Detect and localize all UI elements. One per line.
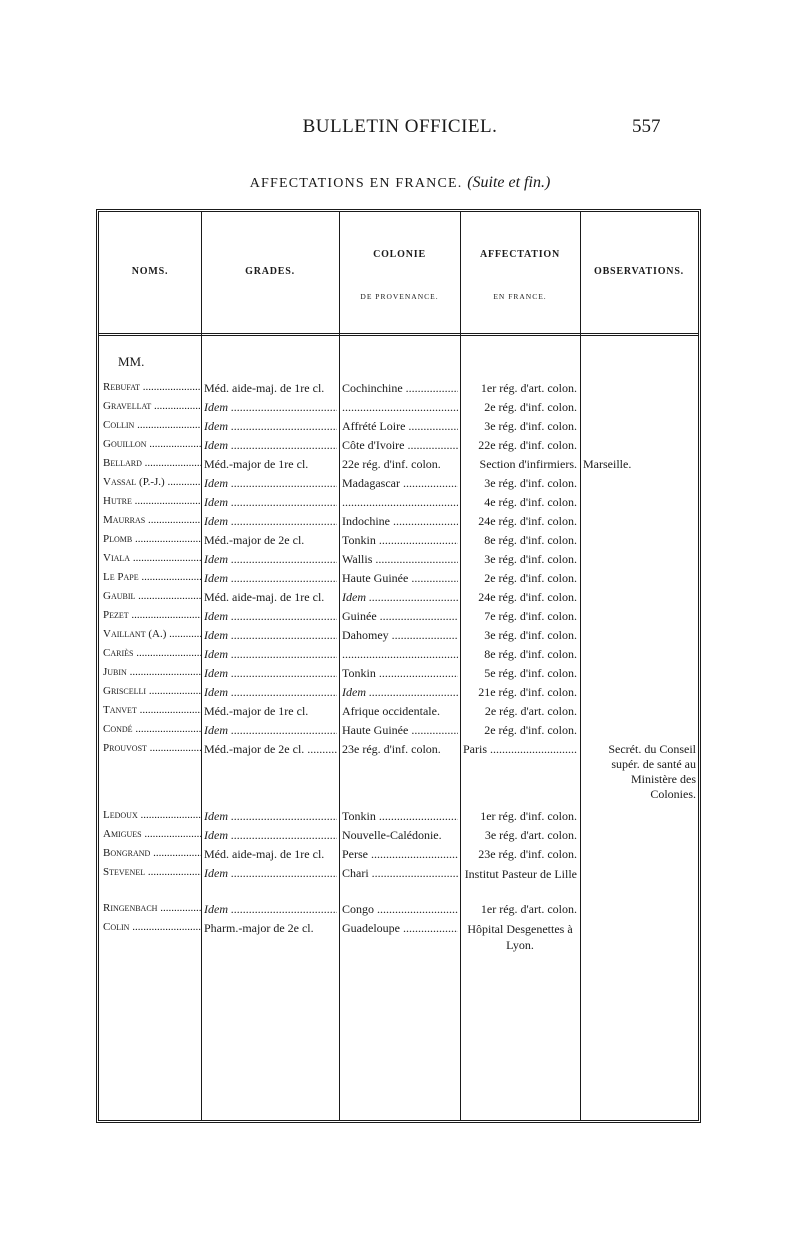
assignment: Section d'infirmiers. bbox=[479, 457, 577, 471]
officer-grade: Idem ..... bbox=[204, 866, 337, 881]
officer-name: Bellard ..... bbox=[103, 457, 201, 469]
origin-colony: Côte d'Ivoire ..... bbox=[342, 438, 458, 453]
officer-grade: Idem ..... bbox=[204, 685, 337, 700]
observation: Marseille. bbox=[583, 457, 632, 471]
assignment: 8e rég. d'inf. colon. bbox=[484, 647, 577, 661]
origin-colony: Tonkin ..... bbox=[342, 666, 458, 681]
table-row bbox=[0, 476, 800, 495]
officer-name: Gravellat ..... bbox=[103, 400, 201, 412]
table-row bbox=[0, 495, 800, 514]
assignment: 24e rég. d'inf. colon. bbox=[478, 590, 577, 604]
origin-colony: Wallis ..... bbox=[342, 552, 458, 567]
officer-grade: Idem ..... bbox=[204, 514, 337, 529]
assignment: 23e rég. d'inf. colon. bbox=[478, 847, 577, 861]
officer-grade: Idem ..... bbox=[204, 609, 337, 624]
assignment: Paris ..... bbox=[463, 742, 577, 757]
officer-grade: Idem ..... bbox=[204, 438, 337, 453]
page-number: 557 bbox=[632, 116, 661, 137]
assignment: 3e rég. d'inf. colon. bbox=[484, 419, 577, 433]
origin-colony: 23e rég. d'inf. colon. bbox=[342, 742, 441, 756]
origin-colony: Guinée ..... bbox=[342, 609, 458, 624]
table-row bbox=[0, 381, 800, 400]
officer-name: Viala ..... bbox=[103, 552, 201, 564]
table-row bbox=[0, 571, 800, 590]
officer-name: Amigues ..... bbox=[103, 828, 201, 840]
origin-colony: 22e rég. d'inf. colon. bbox=[342, 457, 441, 471]
officer-grade: Méd. aide-maj. de 1re cl. bbox=[204, 590, 325, 604]
officer-grade: Méd. aide-maj. de 1re cl. bbox=[204, 847, 325, 861]
officer-grade: Méd. aide-maj. de 1re cl. bbox=[204, 381, 325, 395]
officer-grade: Idem ..... bbox=[204, 571, 337, 586]
officer-name: Jubin ..... bbox=[103, 666, 201, 678]
officer-name: Maurras ..... bbox=[103, 514, 201, 526]
officer-name: Gouillon ..... bbox=[103, 438, 201, 450]
assignment: 8e rég. d'inf. colon. bbox=[484, 533, 577, 547]
table-row bbox=[0, 533, 800, 552]
origin-colony bbox=[342, 647, 458, 662]
officer-grade: Idem ..... bbox=[204, 495, 337, 510]
assignment: 21e rég. d'inf. colon. bbox=[478, 685, 577, 699]
officer-name: Pezet ..... bbox=[103, 609, 201, 621]
column-header-colony: COLONIE bbox=[373, 249, 426, 260]
table-row bbox=[0, 866, 800, 902]
table-row bbox=[0, 809, 800, 828]
officer-grade: Idem ..... bbox=[204, 476, 337, 491]
honorific-label: MM. bbox=[118, 354, 145, 369]
table-row bbox=[0, 628, 800, 647]
origin-colony: Congo ..... bbox=[342, 902, 458, 917]
officer-name: Collin ..... bbox=[103, 419, 201, 431]
assignment: 2e rég. d'art. colon. bbox=[484, 704, 577, 718]
officer-name: Vassal (P.-J.) ..... bbox=[103, 476, 201, 488]
column-header-observations: OBSERVATIONS. bbox=[594, 266, 684, 277]
officer-name: Rebufat ..... bbox=[103, 381, 201, 393]
officer-grade: Idem ..... bbox=[204, 628, 337, 643]
origin-colony: Affrété Loire ..... bbox=[342, 419, 458, 434]
officer-name: Tanvet ..... bbox=[103, 704, 201, 716]
origin-colony: Haute Guinée ..... bbox=[342, 723, 458, 738]
section-title bbox=[0, 174, 800, 192]
officer-grade: Méd.-major de 1re cl. bbox=[204, 457, 309, 471]
assignment: 4e rég. d'inf. colon. bbox=[484, 495, 577, 509]
assignment: 22e rég. d'inf. colon. bbox=[478, 438, 577, 452]
origin-colony: Idem ..... bbox=[342, 590, 458, 605]
officer-grade: Idem ..... bbox=[204, 419, 337, 434]
table-row bbox=[0, 609, 800, 628]
officer-grade: Méd.-major de 1re cl. bbox=[204, 704, 309, 718]
origin-colony: Tonkin ..... bbox=[342, 809, 458, 824]
table-row bbox=[0, 647, 800, 666]
officer-grade: Méd.-major de 2e cl. bbox=[204, 533, 305, 547]
column-header-assignment-sub: EN FRANCE. bbox=[493, 292, 547, 301]
origin-colony: Perse ..... bbox=[342, 847, 458, 862]
table-row bbox=[0, 400, 800, 419]
origin-colony: Indochine ..... bbox=[342, 514, 458, 529]
column-header-names: NOMS. bbox=[131, 266, 169, 277]
origin-colony bbox=[342, 495, 458, 510]
assignment: 2e rég. d'inf. colon. bbox=[484, 400, 577, 414]
origin-colony: Idem ..... bbox=[342, 685, 458, 700]
origin-colony: Chari ..... bbox=[342, 866, 458, 881]
table-row bbox=[0, 723, 800, 742]
table-row bbox=[0, 419, 800, 438]
table-row bbox=[0, 828, 800, 847]
assignment: Institut Pasteur de Lille bbox=[464, 867, 577, 881]
assignment: Hôpital Desgenettes à Lyon. bbox=[467, 922, 573, 952]
column-header-colony-sub: DE PROVENANCE. bbox=[360, 292, 439, 301]
assignment: 7e rég. d'inf. colon. bbox=[484, 609, 577, 623]
officer-name: Gaubil ..... bbox=[103, 590, 201, 602]
table-row bbox=[0, 921, 800, 957]
officer-grade: Idem ..... bbox=[204, 647, 337, 662]
table-row bbox=[0, 666, 800, 685]
table-row bbox=[0, 704, 800, 723]
officer-grade: Idem ..... bbox=[204, 723, 337, 738]
assignment: 2e rég. d'inf. colon. bbox=[484, 723, 577, 737]
officer-grade: Pharm.-major de 2e cl. bbox=[204, 921, 314, 935]
table-row bbox=[0, 847, 800, 866]
origin-colony: Cochinchine ..... bbox=[342, 381, 458, 396]
table-row bbox=[0, 514, 800, 533]
origin-colony: Nouvelle-Calédonie. bbox=[342, 828, 442, 842]
section-title-continuation: (Suite et fin.) bbox=[467, 174, 551, 191]
assignment: 24e rég. d'inf. colon. bbox=[478, 514, 577, 528]
origin-colony bbox=[342, 400, 458, 415]
officer-name: Le Pape ..... bbox=[103, 571, 201, 583]
table-row bbox=[0, 438, 800, 457]
assignment: 1er rég. d'art. colon. bbox=[480, 381, 577, 395]
origin-colony: Guadeloupe ..... bbox=[342, 921, 458, 936]
section-title-main: AFFECTATIONS EN FRANCE. bbox=[249, 176, 463, 191]
assignment: 3e rég. d'inf. colon. bbox=[484, 476, 577, 490]
officer-grade: Idem ..... bbox=[204, 902, 337, 917]
origin-colony: Tonkin ..... bbox=[342, 533, 458, 548]
table-row bbox=[0, 590, 800, 609]
officer-name: Griscelli ..... bbox=[103, 685, 201, 697]
column-header-grades: GRADES. bbox=[245, 266, 295, 277]
table-row bbox=[0, 457, 800, 476]
column-header-assignment: AFFECTATION bbox=[479, 249, 561, 260]
table-row bbox=[0, 902, 800, 921]
assignment: 3e rég. d'art. colon. bbox=[484, 828, 577, 842]
page-header-title: BULLETIN OFFICIEL. bbox=[302, 116, 498, 137]
header-divider bbox=[99, 333, 698, 336]
officer-name: Plomb ..... bbox=[103, 533, 201, 545]
origin-colony: Haute Guinée ..... bbox=[342, 571, 458, 586]
officer-grade: Méd.-major de 2e cl. ..... bbox=[204, 742, 337, 757]
origin-colony: Afrique occidentale. bbox=[342, 704, 440, 718]
officer-grade: Idem ..... bbox=[204, 666, 337, 681]
table-row bbox=[0, 685, 800, 704]
officer-name: Condé ..... bbox=[103, 723, 201, 735]
assignment: 1er rég. d'art. colon. bbox=[480, 902, 577, 916]
officer-grade: Idem ..... bbox=[204, 809, 337, 824]
origin-colony: Madagascar ..... bbox=[342, 476, 458, 491]
officer-name: Vaillant (A.) ..... bbox=[103, 628, 201, 640]
table-row bbox=[0, 742, 800, 812]
officer-name: Colin ..... bbox=[103, 921, 201, 933]
origin-colony: Dahomey ..... bbox=[342, 628, 458, 643]
officer-grade: Idem ..... bbox=[204, 552, 337, 567]
officer-name: Cariès ..... bbox=[103, 647, 201, 659]
assignment: 3e rég. d'inf. colon. bbox=[484, 628, 577, 642]
observation: Secrét. du Conseil supér. de santé au Ministère des Colonies. bbox=[608, 742, 696, 801]
assignment: 1er rég. d'inf. colon. bbox=[480, 809, 577, 823]
officer-grade: Idem ..... bbox=[204, 400, 337, 415]
officer-name: Stevenel ..... bbox=[103, 866, 201, 878]
officer-name: Bongrand ..... bbox=[103, 847, 201, 859]
assignment: 5e rég. d'inf. colon. bbox=[484, 666, 577, 680]
table-row bbox=[0, 552, 800, 571]
assignment: 3e rég. d'inf. colon. bbox=[484, 552, 577, 566]
officer-name: Prouvost ..... bbox=[103, 742, 201, 754]
officer-name: Hutre ..... bbox=[103, 495, 201, 507]
officer-grade: Idem ..... bbox=[204, 828, 337, 843]
officer-name: Ringenbach ..... bbox=[103, 902, 201, 914]
assignment: 2e rég. d'inf. colon. bbox=[484, 571, 577, 585]
officer-name: Ledoux ..... bbox=[103, 809, 201, 821]
